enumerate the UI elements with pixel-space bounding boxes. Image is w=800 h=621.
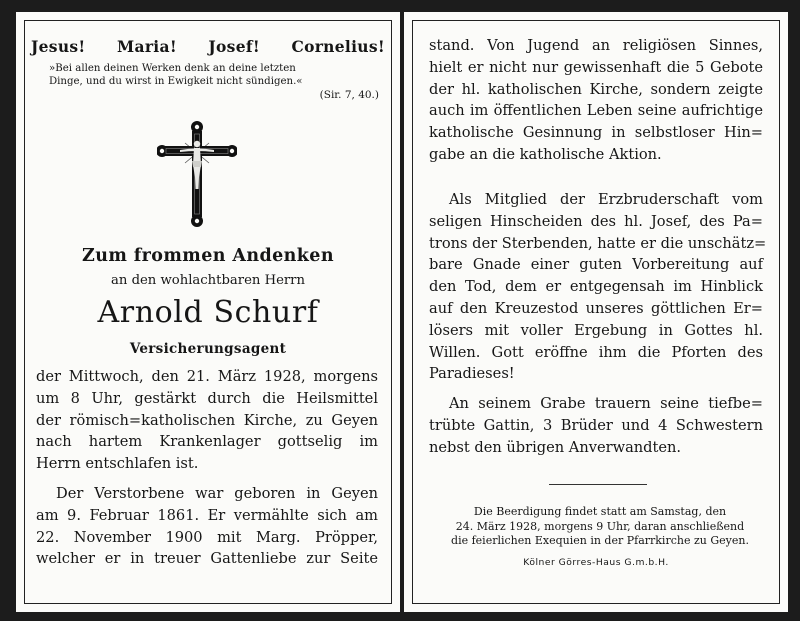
text-line: nach hartem Krankenlager gottselig im xyxy=(36,433,378,451)
text-line: katholische Gesinnung in selbstloser Hin= xyxy=(429,124,763,142)
text-line: auf den Kreuzestod unseres göttlichen Er= xyxy=(429,299,763,317)
text-line: seligen Hinscheiden des hl. Josef, des Pa= xyxy=(429,212,763,230)
text-line: Willen. Gott eröffne ihm die Pforten des xyxy=(429,343,763,361)
memorial-title: Zum frommen Andenken xyxy=(82,246,334,266)
divider-rule xyxy=(549,484,647,485)
printer-imprint: Kölner Görres-Haus G.m.b.H. xyxy=(523,557,669,568)
card-border xyxy=(24,20,392,604)
text-line: nebst den übrigen Anverwandten. xyxy=(429,438,682,456)
text-line: auch im öffentlichen Leben seine aufrichtige xyxy=(429,102,763,120)
mourners-paragraph xyxy=(429,393,763,458)
text-line: lösers mit voller Ergebung in Gottes hl. xyxy=(429,321,763,339)
text-line: trons der Sterbenden, hatte er die unschätz= xyxy=(429,234,767,252)
quote-line-1: »Bei allen deinen Werken denk an deine letzten xyxy=(49,63,296,74)
invocation-maria: Maria! xyxy=(117,37,177,56)
text-line: Der Verstorbene war geboren in Geyen xyxy=(56,485,378,502)
invocation-header xyxy=(31,37,385,56)
brotherhood-paragraph xyxy=(429,189,767,385)
text-line: hielt er nicht nur gewissenhaft die 5 Gebote xyxy=(429,58,763,76)
text-line: Paradieses! xyxy=(429,365,515,383)
funeral-line-1: Die Beerdigung findet statt am Samstag, den xyxy=(473,505,727,518)
text-line: Als Mitglied der Erzbruderschaft vom xyxy=(449,191,763,208)
crucifix-icon xyxy=(157,117,237,229)
scripture-quote xyxy=(49,62,381,88)
card-border xyxy=(412,20,780,604)
death-paragraph xyxy=(36,366,378,475)
text-line: den Tod, dem er entgegensah im Hinblick xyxy=(429,278,763,296)
biography-paragraph xyxy=(36,483,378,570)
invocation-josef: Josef! xyxy=(208,37,260,56)
deceased-occupation: Versicherungsagent xyxy=(129,341,287,357)
text-line: der römisch=katholischen Kirche, zu Geyen xyxy=(36,411,378,429)
deceased-name: Arnold Schurf xyxy=(97,295,319,330)
funeral-notice xyxy=(433,505,767,549)
text-line: der hl. katholischen Kirche, sondern zeigte xyxy=(429,80,763,98)
funeral-line-2: 24. März 1928, morgens 9 Uhr, daran anschließend xyxy=(455,519,745,533)
memorial-card-back xyxy=(404,12,788,612)
invocation-jesus: Jesus! xyxy=(31,37,86,56)
text-line: welcher er in treuer Gattenliebe zur Seite xyxy=(36,550,378,568)
text-line: der Mittwoch, den 21. März 1928, morgens xyxy=(36,368,378,385)
text-line: stand. Von Jugend an religiösen Sinnes, xyxy=(429,37,763,54)
text-line: 22. November 1900 mit Marg. Pröpper, xyxy=(36,528,378,546)
quote-line-2: Dinge, und du wirst in Ewigkeit nicht sündigen.« xyxy=(49,76,303,87)
text-line: trübte Gattin, 3 Brüder und 4 Schwestern xyxy=(429,416,763,434)
text-line: am 9. Februar 1861. Er vermählte sich am xyxy=(36,506,378,524)
text-line: bare Gnade einer guten Vorbereitung auf xyxy=(429,256,763,274)
memorial-card-front xyxy=(16,12,400,612)
scripture-reference: (Sir. 7, 40.) xyxy=(319,89,379,101)
funeral-line-3: die feierlichen Exequien in der Pfarrkirche zu Geyen. xyxy=(451,534,749,547)
invocation-cornelius: Cornelius! xyxy=(291,37,385,56)
memorial-subtitle: an den wohlachtbaren Herrn xyxy=(111,273,305,288)
text-line: An seinem Grabe trauern seine tiefbe= xyxy=(449,395,763,412)
faith-paragraph xyxy=(429,35,763,166)
text-line: um 8 Uhr, gestärkt durch die Heilsmittel xyxy=(36,389,378,407)
text-line: Herrn entschlafen ist. xyxy=(36,455,199,473)
text-line: gabe an die katholische Aktion. xyxy=(429,145,662,163)
